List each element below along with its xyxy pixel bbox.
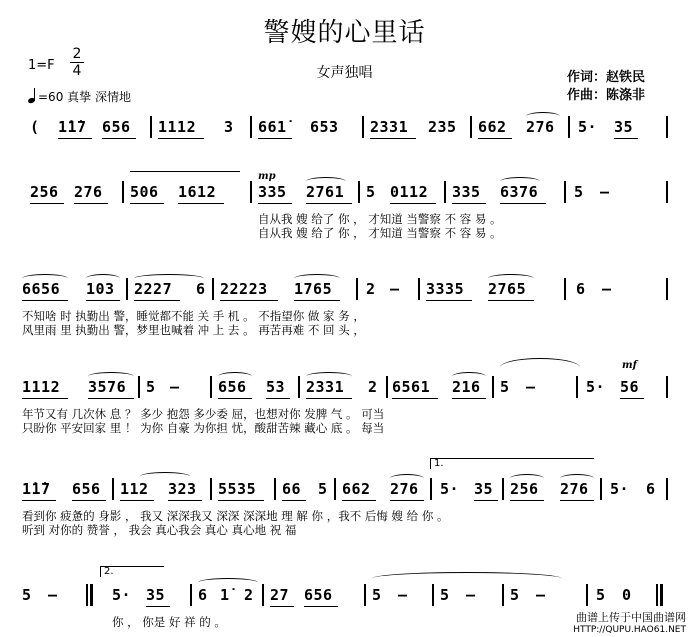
score-row-3 [0, 280, 689, 340]
slur [134, 274, 204, 283]
note-group: – [398, 586, 408, 604]
note-group: 6656 [22, 280, 61, 298]
note-group: 103 [86, 280, 115, 298]
lyric-line-1: 看到你 疲惫的 身影 ， 我又 深深我又 深深 深深地 理 解 你 ，我不 后悔 嫂 给 你 。 [22, 509, 449, 523]
barline [362, 116, 364, 138]
slur [500, 177, 540, 186]
note-group: 5 [500, 378, 510, 396]
note-group: – [390, 280, 400, 298]
note-group: 216 [452, 378, 481, 396]
time-signature [70, 46, 84, 79]
note-group: 35 [474, 480, 494, 498]
note-group: 2 [368, 378, 378, 396]
key-signature: 1=F [28, 58, 55, 73]
note-group: 5 [22, 586, 32, 604]
note-group: 661̇ [258, 118, 287, 136]
barline [356, 278, 358, 300]
barline [190, 584, 192, 606]
slur [86, 274, 120, 283]
note-group: 1112 [158, 118, 197, 136]
note-group: 3576 [88, 378, 127, 396]
note-group: 2227 [134, 280, 173, 298]
note-group: 5 [366, 183, 376, 201]
beam-underline [88, 398, 134, 399]
meter-bottom: 4 [72, 63, 82, 79]
barline [564, 278, 566, 300]
slur [140, 472, 190, 481]
barline [502, 584, 504, 606]
beam-underline [306, 203, 352, 204]
beam-underline [620, 398, 644, 399]
beam-underline [500, 203, 546, 204]
barline [274, 478, 276, 500]
note-group: 35 [614, 118, 634, 136]
beam-underline [392, 398, 438, 399]
meter-top: 2 [72, 46, 82, 62]
beam-underline [72, 500, 106, 501]
note-group: – [466, 586, 476, 604]
note-group: 656 [304, 586, 333, 604]
beam-underline [370, 138, 416, 139]
beam-underline [426, 300, 472, 301]
note-group: 5· [586, 378, 606, 396]
tempo-marking [28, 88, 131, 105]
watermark-text: 曲谱上传于中国曲谱网 [576, 611, 686, 624]
note-group: 2331 [370, 118, 409, 136]
beam-underline [218, 500, 264, 501]
lyric-line-1: 不知啥 时 执勤出 警，睡觉都不能 关 手 机 。 不指望你 做 家 务 ， [22, 309, 365, 323]
note-group: 53 [266, 378, 286, 396]
barline [666, 181, 668, 203]
lyric-line-1: 自从我 嫂 给了 你 ， 才知道 当警察 不 容 易 。 [258, 212, 502, 226]
beam-underline [294, 300, 340, 301]
barline [666, 478, 668, 500]
barline [262, 584, 264, 606]
note-group: – [600, 183, 610, 201]
note-group: 662 [342, 480, 371, 498]
note-group: 5· [578, 118, 598, 136]
note-group: 2 [244, 586, 254, 604]
barline [358, 181, 360, 203]
note-group: 35 [146, 586, 166, 604]
barline [418, 278, 420, 300]
barline [250, 116, 252, 138]
note-group: 2 [366, 280, 376, 298]
score-row-1 [0, 118, 689, 148]
note-group: 276 [390, 480, 419, 498]
note-group: – [536, 586, 546, 604]
lyric-line-1: 年节又有 几次休 息 ？ 多少 抱怨 多少委 屈，也想对你 发脾 气 。 可当 [22, 407, 385, 421]
slur [372, 572, 562, 585]
slur [560, 474, 594, 483]
beam-underline [390, 203, 436, 204]
beam-underline [282, 500, 306, 501]
note-group: 1̇1̇7 [22, 480, 51, 498]
note-group: 112 [120, 480, 149, 498]
slur [88, 372, 134, 381]
beam-underline [560, 500, 594, 501]
slur [390, 474, 424, 483]
beam-underline [86, 300, 120, 301]
beam-underline [120, 500, 154, 501]
note-group: 276 [74, 183, 103, 201]
beam-underline [30, 203, 64, 204]
note-group: 3 [224, 118, 234, 136]
beam-underline [158, 138, 204, 139]
note-group: 653 [310, 118, 339, 136]
lyric-line-1: 你 ， 你是 好 祥 的 。 [112, 615, 226, 629]
note-group: 5535 [218, 480, 257, 498]
lyric-line-2: 自从我 嫂 给了 你 ， 才知道 当警察 不 容 易 。 [258, 226, 502, 240]
note-group: 66 [282, 480, 302, 498]
note-group: 27 [270, 586, 290, 604]
note-group: 22223 [220, 280, 268, 298]
score-row-5 [0, 458, 689, 540]
beam-underline [304, 606, 338, 607]
lyric-line-2: 听到 对你的 赞誉 ， 我会 真心我会 真心 真心地 祝 福 [22, 523, 297, 537]
barline [576, 376, 578, 398]
note-group: 506 [130, 183, 159, 201]
note-group: 2331 [306, 378, 345, 396]
volta-second-ending: 2. [100, 566, 164, 577]
slur [22, 274, 68, 283]
note-group: 6561 [392, 378, 431, 396]
note-group: – [170, 378, 180, 396]
beam-underline [134, 300, 180, 301]
final-barline-thick [660, 584, 663, 606]
slur [198, 578, 258, 587]
phrase-line [130, 171, 240, 172]
note-group: – [526, 378, 536, 396]
note-group: 5 [318, 480, 328, 498]
barline [334, 478, 336, 500]
beam-underline [270, 606, 294, 607]
slur [510, 474, 544, 483]
barline [444, 181, 446, 203]
barline [138, 376, 140, 398]
note-group: 5 [596, 586, 606, 604]
beam-underline [390, 500, 424, 501]
beam-underline [178, 203, 224, 204]
barline [298, 376, 300, 398]
beam-underline [510, 500, 544, 501]
note-group: 0 [622, 586, 632, 604]
note-group: 5 [510, 586, 520, 604]
beam-underline [478, 138, 512, 139]
song-title: 警嫂的心里话 [263, 18, 426, 48]
song-subtitle: 女声独唱 [316, 65, 373, 81]
lyric-line-2: 只盼你 平安回家 里 ！ 为你 自豪 为你担 忧，酸甜苦辣 藏心 底 。 每当 [22, 421, 385, 435]
note-group: 6 [576, 280, 586, 298]
beam-underline [474, 500, 498, 501]
note-group: 335 [452, 183, 481, 201]
note-group: – [602, 280, 612, 298]
note-group: 2761 [306, 183, 345, 201]
note-group: 5· [440, 480, 460, 498]
barline [122, 181, 124, 203]
beam-underline [130, 203, 164, 204]
note-group: 323 [168, 480, 197, 498]
slur [452, 372, 486, 381]
barline [502, 478, 504, 500]
beam-underline [452, 398, 486, 399]
beam-underline [614, 138, 638, 139]
watermark [573, 612, 686, 636]
note-group: 56 [620, 378, 640, 396]
beam-underline [220, 300, 278, 301]
barline [364, 584, 366, 606]
barline [126, 278, 128, 300]
slur [306, 177, 346, 186]
note-group: 656 [102, 118, 131, 136]
note-group: 656 [72, 480, 101, 498]
tempo-text: =60 真挚 深情地 [38, 90, 131, 104]
barline [210, 478, 212, 500]
beam-underline [342, 500, 376, 501]
note-group: 335 [258, 183, 287, 201]
beam-underline [22, 300, 68, 301]
volta-first-ending: 1. [430, 458, 594, 469]
note-group: 276 [526, 118, 555, 136]
beam-underline [22, 500, 56, 501]
beam-underline [102, 138, 136, 139]
slur [526, 112, 560, 121]
barline [470, 116, 472, 138]
beam-underline [58, 138, 92, 139]
barline [492, 376, 494, 398]
note-group: 5 [574, 183, 584, 201]
beam-underline [146, 606, 170, 607]
note-group: 1̇1̇7 [58, 118, 87, 136]
note-group: 6376 [500, 183, 539, 201]
watermark-url: HTTP://QUPU.HAO61.NET [573, 625, 686, 635]
slur [488, 274, 534, 283]
note-group: 6 [198, 586, 208, 604]
beam-underline [22, 398, 68, 399]
note-group: 2765 [488, 280, 527, 298]
note-group: 0112 [390, 183, 429, 201]
note-group: 6 [196, 280, 206, 298]
final-barline [656, 584, 658, 606]
note-group: 256 [30, 183, 59, 201]
note-group: – [48, 586, 58, 604]
barline [210, 376, 212, 398]
beam-underline [452, 203, 486, 204]
barline [386, 376, 388, 398]
beam-underline [74, 203, 108, 204]
beam-underline [306, 398, 352, 399]
slur [218, 372, 252, 381]
note-group: 1112 [22, 378, 61, 396]
beam-underline [266, 398, 290, 399]
barline [600, 478, 602, 500]
note-group: 5 [146, 378, 156, 396]
dynamic-mf: mf [622, 360, 637, 371]
note-group: 1612 [178, 183, 217, 201]
note-group: 3335 [426, 280, 465, 298]
note-group: 5 [372, 586, 382, 604]
note-group: 656 [218, 378, 247, 396]
barline [666, 116, 668, 138]
score-row-4 [0, 360, 689, 438]
repeat-barline [86, 584, 88, 606]
barline [432, 584, 434, 606]
note-group: 276 [560, 480, 589, 498]
slur [294, 274, 340, 283]
beam-underline [258, 138, 292, 139]
barline [250, 181, 252, 203]
repeat-barline-thick [90, 584, 93, 606]
note-group: 6 [646, 480, 656, 498]
barline [212, 278, 214, 300]
beam-underline [258, 203, 292, 204]
note-group: 256 [510, 480, 539, 498]
dynamic-mp: mp [258, 171, 276, 182]
slur [500, 358, 580, 377]
beam-underline [168, 500, 202, 501]
barline [666, 278, 668, 300]
barline [666, 376, 668, 398]
composer-credit: 作曲：陈涤非 [567, 88, 646, 103]
lyricist-credit: 作词：赵铁民 [567, 70, 646, 85]
slur [306, 372, 352, 381]
barline [564, 181, 566, 203]
note-group: 662 [478, 118, 507, 136]
barline [586, 584, 588, 606]
note-group: 235 [428, 118, 457, 136]
score-row-2 [0, 171, 689, 243]
beam-underline [488, 300, 534, 301]
note-group: 1765 [294, 280, 333, 298]
lyric-line-2: 风里雨 里 执勤出 警，梦里也喊着 冲 上 去 。 再苦再难 不 回 头 ， [22, 323, 365, 337]
barline [568, 116, 570, 138]
beam-underline [218, 398, 252, 399]
note-group: 1̇ [220, 586, 230, 604]
note-group: ( [30, 118, 40, 136]
quarter-note-icon [28, 89, 38, 103]
note-group: 5· [112, 586, 132, 604]
note-group: 5· [610, 480, 630, 498]
barline [150, 116, 152, 138]
barline [112, 478, 114, 500]
barline [430, 478, 432, 500]
note-group: 5 [440, 586, 450, 604]
